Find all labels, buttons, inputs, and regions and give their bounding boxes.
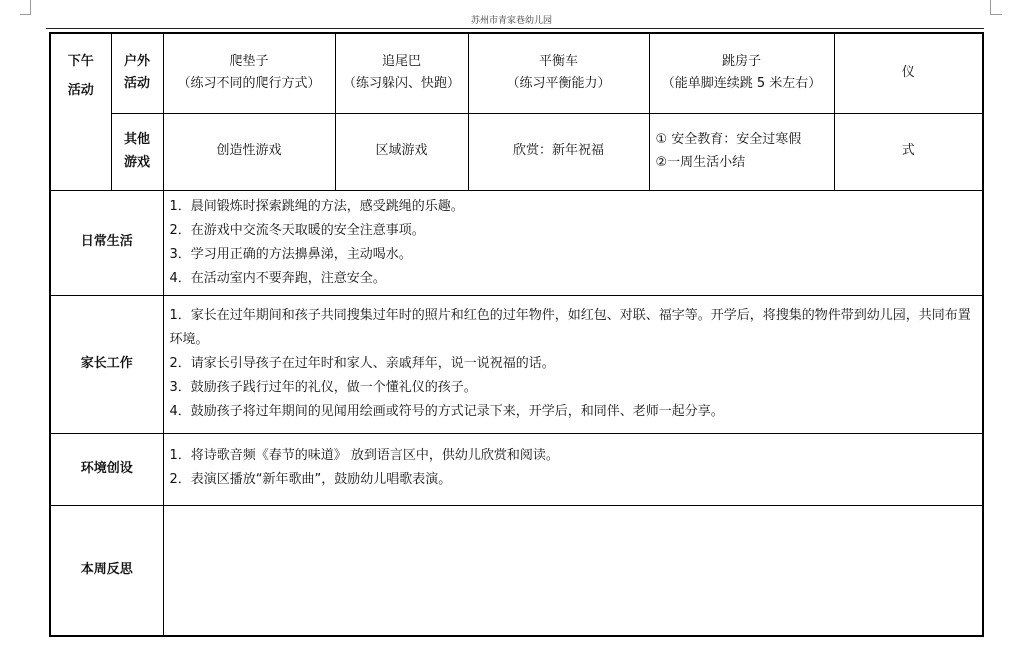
outdoor-item-2: [335, 33, 468, 113]
other-games-text: 其他游戏: [123, 132, 150, 170]
daily-life-item: 2．在游戏中交流冬天取暖的安全注意事项。: [169, 222, 425, 238]
weekly-reflection-content[interactable]: [163, 505, 983, 636]
daily-life-label: 日常生活: [50, 190, 163, 295]
parent-work-item: 2．请家长引导孩子在过年时和家人、亲戚拜年，说一说祝福的话。: [169, 356, 555, 372]
outdoor-item-4: [649, 33, 834, 113]
outdoor-item-2-name: 追尾巴: [381, 53, 421, 69]
weekly-reflection-label: 本周反思: [50, 505, 163, 636]
other-item-4-line-2: ②一周生活小结: [655, 154, 746, 170]
environment-item: 1．将诗歌音频《春节的味道》 放到语言区中，供幼儿欣赏和阅读。: [169, 447, 559, 463]
parent-work-item: 3．鼓励孩子践行过年的礼仪，做一个懂礼仪的孩子。: [169, 380, 477, 396]
outdoor-item-1-note: （练习不同的爬行方式）: [177, 76, 321, 92]
parent-work-item: 1．家长在过年期间和孩子共同搜集过年时的照片和红色的过年物件，如红包、对联、福字等。开学后，将搜集的物件带到幼儿园，共同布置环境。: [169, 308, 971, 348]
environment-label: 环境创设: [50, 433, 163, 505]
outdoor-item-3-note: （练习平衡能力）: [506, 76, 611, 92]
outdoor-item-4-name: 跳房子: [721, 53, 761, 69]
other-games-label: [111, 113, 163, 190]
daily-life-item: 4．在活动室内不要奔跑，注意安全。: [169, 270, 386, 286]
outdoor-item-1-name: 爬垫子: [229, 53, 269, 69]
outdoor-item-2-note: （练习躲闪、快跑）: [342, 76, 460, 92]
parent-work-label: 家长工作: [50, 295, 163, 433]
outdoor-activity-label: [111, 33, 163, 113]
page-corner-mark-right: [990, 0, 991, 14]
afternoon-activity-text: 下午活动: [67, 54, 94, 98]
daily-life-item: 1．晨间锻炼时探索跳绳的方法，感受跳绳的乐趣。: [169, 198, 464, 214]
outdoor-item-1: [163, 33, 335, 113]
weekly-plan-table: [49, 32, 984, 637]
daily-life-item: 3．学习用正确的方法擤鼻涕，主动喝水。: [169, 246, 412, 262]
header-rule: [46, 28, 984, 29]
outdoor-item-4-note: （能单脚连续跳 5 米左右）: [661, 76, 822, 92]
document-header-title: 苏州市青家巷幼儿园: [470, 16, 552, 26]
outdoor-activity-text: 户外活动: [123, 54, 150, 92]
other-item-1: 创造性游戏: [163, 113, 335, 190]
other-item-2: 区域游戏: [335, 113, 468, 190]
outdoor-item-last: 仪: [834, 33, 983, 113]
outdoor-item-3: [468, 33, 649, 113]
other-item-4-line-1: ① 安全教育：安全过寒假: [655, 131, 802, 147]
afternoon-activity-label: [50, 33, 111, 190]
parent-work-item: 4．鼓励孩子将过年期间的见闻用绘画或符号的方式记录下来，开学后，和同伴、老师一起分享。: [169, 404, 724, 420]
outdoor-item-3-name: 平衡车: [538, 53, 578, 69]
other-item-3: 欣赏：新年祝福: [468, 113, 649, 190]
page-corner-mark-left: [30, 0, 31, 14]
other-item-4: [649, 113, 834, 190]
daily-life-list: [163, 190, 983, 295]
parent-work-list: [163, 295, 983, 433]
environment-item: 2．表演区播放“新年歌曲”，鼓励幼儿唱歌表演。: [169, 471, 452, 487]
other-item-last: 式: [834, 113, 983, 190]
environment-list: [163, 433, 983, 505]
